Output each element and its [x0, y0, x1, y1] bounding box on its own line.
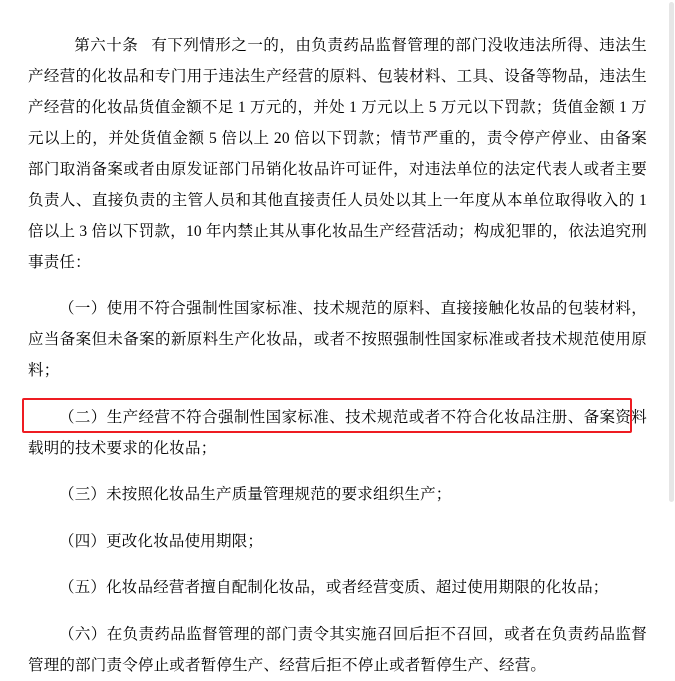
- list-item: [28, 402, 647, 464]
- list-item-label: （五）: [59, 579, 107, 596]
- list-item-text: 使用不符合强制性国家标准、技术规范的原料、直接接触化妆品的包装材料，应当备案但未备案的新原料生产化妆品，或者不按照强制性国家标准或者技术规范使用原料；: [28, 300, 647, 379]
- list-item: [28, 619, 647, 681]
- list-item: [28, 293, 647, 386]
- article-body: 有下列情形之一的，由负责药品监督管理的部门没收违法所得、违法生产经营的化妆品和专门用于违法生产经营的原料、包装材料、工具、设备等物品，违法生产经营的化妆品货值金额不足 1 万元的，并处 1 万元以上 5 万元以下罚款；货值金额 1 万元以上的，并处货值金额 5 倍以上 20 倍以下罚款；情节严重的，责令停产停业、由备案部门取消备案或者由原发证部门吊销化妆品许可证件，对违法单位的法定代表人或者主要负责人、直接负责的主管人员和其他直接责任人员处以其上一年度从本单位取得收入的 1 倍以上 3 倍以下罚款，10 年内禁止其从事化妆品生产经营活动；构成犯罪的，依法追究刑事责任：: [28, 36, 647, 271]
- list-item-text: 在负责药品监督管理的部门责令其实施召回后拒不召回，或者在负责药品监督管理的部门责令停止或者暂停生产、经营后拒不停止或者暂停生产、经营。: [28, 625, 647, 674]
- list-item-text: 未按照化妆品生产质量管理规范的要求组织生产；: [106, 486, 452, 503]
- list-item-label: （二）: [59, 408, 107, 426]
- list-item-label: （一）: [59, 300, 107, 317]
- list-item: [28, 479, 647, 510]
- list-item-text: 生产经营不符合强制性国家标准、技术规范或者不符合化妆品注册、备案资料载明的技术要求的化妆品；: [28, 408, 647, 457]
- article-paragraph: [28, 30, 647, 278]
- scrollbar-thumb[interactable]: [669, 2, 674, 502]
- vertical-scrollbar[interactable]: [668, 0, 675, 526]
- list-item-label: （四）: [59, 532, 107, 550]
- list-item-label: （三）: [59, 486, 107, 503]
- list-item: [28, 526, 647, 557]
- list-item-highlighted: [28, 572, 647, 603]
- list-item-text: 更改化妆品使用期限；: [106, 532, 264, 550]
- article-number: 第六十条: [74, 36, 139, 54]
- list-item-text: 化妆品经营者擅自配制化妆品，或者经营变质、超过使用期限的化妆品；: [106, 579, 609, 596]
- list-item-label: （六）: [59, 625, 107, 643]
